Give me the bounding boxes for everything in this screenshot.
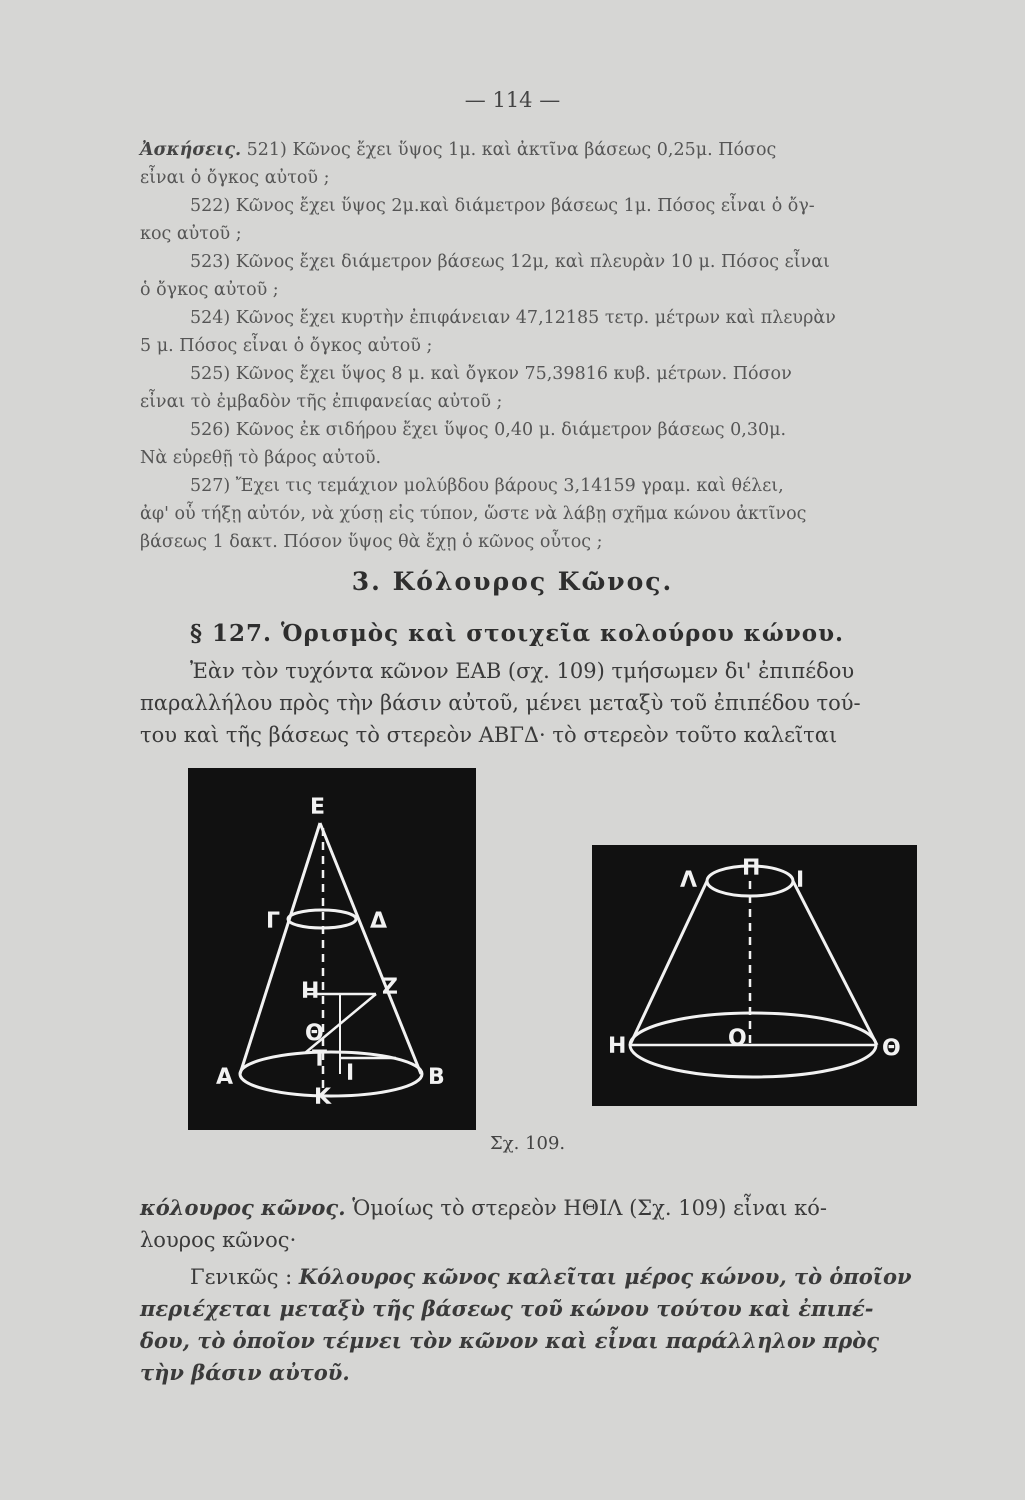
label-A: Α bbox=[216, 1065, 234, 1090]
exercise-525-line1: 525) Κῶνος ἔχει ὕψος 8 μ. καὶ ὄγκον 75,39816 κυβ. μέτρων. Πόσον bbox=[190, 364, 792, 384]
definition-line1: Γενικῶς : Κόλουρος κῶνος καλεῖται μέρος κώνου, τὸ ὁποῖον bbox=[190, 1264, 912, 1289]
label-T: Τ bbox=[312, 1047, 328, 1072]
label-TH: Θ bbox=[882, 1036, 901, 1061]
label-G: Γ bbox=[266, 909, 281, 934]
definition-line3: δου, τὸ ὁποῖον τέμνει τὸν κῶνον καὶ εἶναι παράλληλον πρὸς bbox=[140, 1328, 879, 1353]
intro-line3: του καὶ τῆς βάσεως τὸ στερεὸν ΑΒΓΔ· τὸ στερεὸν τοῦτο καλεῖται bbox=[140, 723, 838, 747]
figure-caption: Σχ. 109. bbox=[490, 1133, 566, 1154]
label-B: Β bbox=[428, 1065, 445, 1090]
exercise-523-line1: 523) Κῶνος ἔχει διάμετρον βάσεως 12μ, καὶ πλευρὰν 10 μ. Πόσος εἶναι bbox=[190, 252, 830, 272]
exercise-523-line2: ὁ ὄγκος αὐτοῦ ; bbox=[140, 280, 279, 300]
exercise-527-line2: ἀφ' οὗ τήξῃ αὐτόν, νὰ χύσῃ εἰς τύπον, ὥστε νὰ λάβῃ σχῆμα κώνου ἀκτῖνος bbox=[140, 504, 807, 524]
label-I: Ι bbox=[346, 1061, 355, 1086]
label-Z: Ζ bbox=[382, 975, 398, 1000]
exercise-527-line3: βάσεως 1 δακτ. Πόσον ὕψος θὰ ἔχῃ ὁ κῶνος οὗτος ; bbox=[140, 532, 603, 552]
label-L: Λ bbox=[680, 868, 698, 893]
definition-line4: τὴν βάσιν αὐτοῦ. bbox=[140, 1360, 350, 1385]
figure-cone bbox=[188, 768, 476, 1130]
after-figure-line1: κόλουρος κῶνος. Ὁμοίως τὸ στερεὸν ΗΘΙΛ (Σχ. 109) εἶναι κό- bbox=[140, 1195, 827, 1220]
label-H: Η bbox=[608, 1034, 627, 1059]
definition-line2: περιέχεται μεταξὺ τῆς βάσεως τοῦ κώνου τούτου καὶ ἐπιπέ- bbox=[140, 1296, 874, 1321]
label-TH: Θ bbox=[305, 1021, 324, 1046]
term-frustum: κόλουρος κῶνος. bbox=[140, 1195, 346, 1220]
exercise-524-line2: 5 μ. Πόσος εἶναι ὁ ὄγκος αὐτοῦ ; bbox=[140, 336, 433, 356]
definition-lead: Γενικῶς : bbox=[190, 1265, 293, 1289]
exercise-521-line1: Ἀσκήσεις. 521) Κῶνος ἔχει ὕψος 1μ. καὶ ἀκτῖνα βάσεως 0,25μ. Πόσος bbox=[140, 140, 777, 160]
intro-line2: παραλλήλου πρὸς τὴν βάσιν αὐτοῦ, μένει μεταξὺ τοῦ ἐπιπέδου τού- bbox=[140, 691, 861, 715]
figure-frustum bbox=[592, 845, 917, 1106]
exercise-521-line2: εἶναι ὁ ὄγκος αὐτοῦ ; bbox=[140, 168, 330, 188]
exercise-525-line2: εἶναι τὸ ἐμβαδὸν τῆς ἐπιφανείας αὐτοῦ ; bbox=[140, 392, 503, 412]
section-title: 3. Κόλουρος Κῶνος. bbox=[351, 567, 674, 596]
label-K: Κ bbox=[314, 1085, 332, 1110]
label-P: Π bbox=[742, 856, 761, 881]
exercise-524-line1: 524) Κῶνος ἔχει κυρτὴν ἐπιφάνειαν 47,12185 τετρ. μέτρων καὶ πλευρὰν bbox=[190, 308, 836, 328]
exercises-label: Ἀσκήσεις. bbox=[140, 140, 242, 160]
label-H: Η bbox=[301, 979, 320, 1004]
exercise-526-line2: Νὰ εὑρεθῇ τὸ βάρος αὐτοῦ. bbox=[140, 448, 382, 468]
after-figure-line2: λουρος κῶνος· bbox=[140, 1228, 297, 1252]
label-D: Δ bbox=[370, 909, 388, 934]
cone-diagram bbox=[188, 768, 476, 1130]
exercise-526-line1: 526) Κῶνος ἐκ σιδήρου ἔχει ὕψος 0,40 μ. διάμετρον βάσεως 0,30μ. bbox=[190, 420, 787, 440]
page-number: — 114 — bbox=[464, 88, 561, 112]
frustum-diagram bbox=[592, 845, 917, 1106]
paragraph-heading: § 127. Ὁρισμὸς καὶ στοιχεῖα κολούρου κώνου. bbox=[190, 620, 845, 647]
label-I: Ι bbox=[796, 868, 805, 893]
exercise-522-line2: κος αὐτοῦ ; bbox=[140, 224, 242, 244]
label-E: Ε bbox=[310, 795, 326, 820]
exercise-527-line1: 527) Ἔχει τις τεμάχιον μολύβδου βάρους 3,14159 γραμ. καὶ θέλει, bbox=[190, 476, 784, 496]
exercise-522-line1: 522) Κῶνος ἔχει ὕψος 2μ.καὶ διάμετρον βάσεως 1μ. Πόσος εἶναι ὁ ὄγ- bbox=[190, 196, 815, 216]
label-O: Ο bbox=[728, 1026, 747, 1051]
intro-line1: Ἐὰν τὸν τυχόντα κῶνον ΕΑΒ (σχ. 109) τμήσωμεν δι' ἐπιπέδου bbox=[190, 659, 855, 683]
